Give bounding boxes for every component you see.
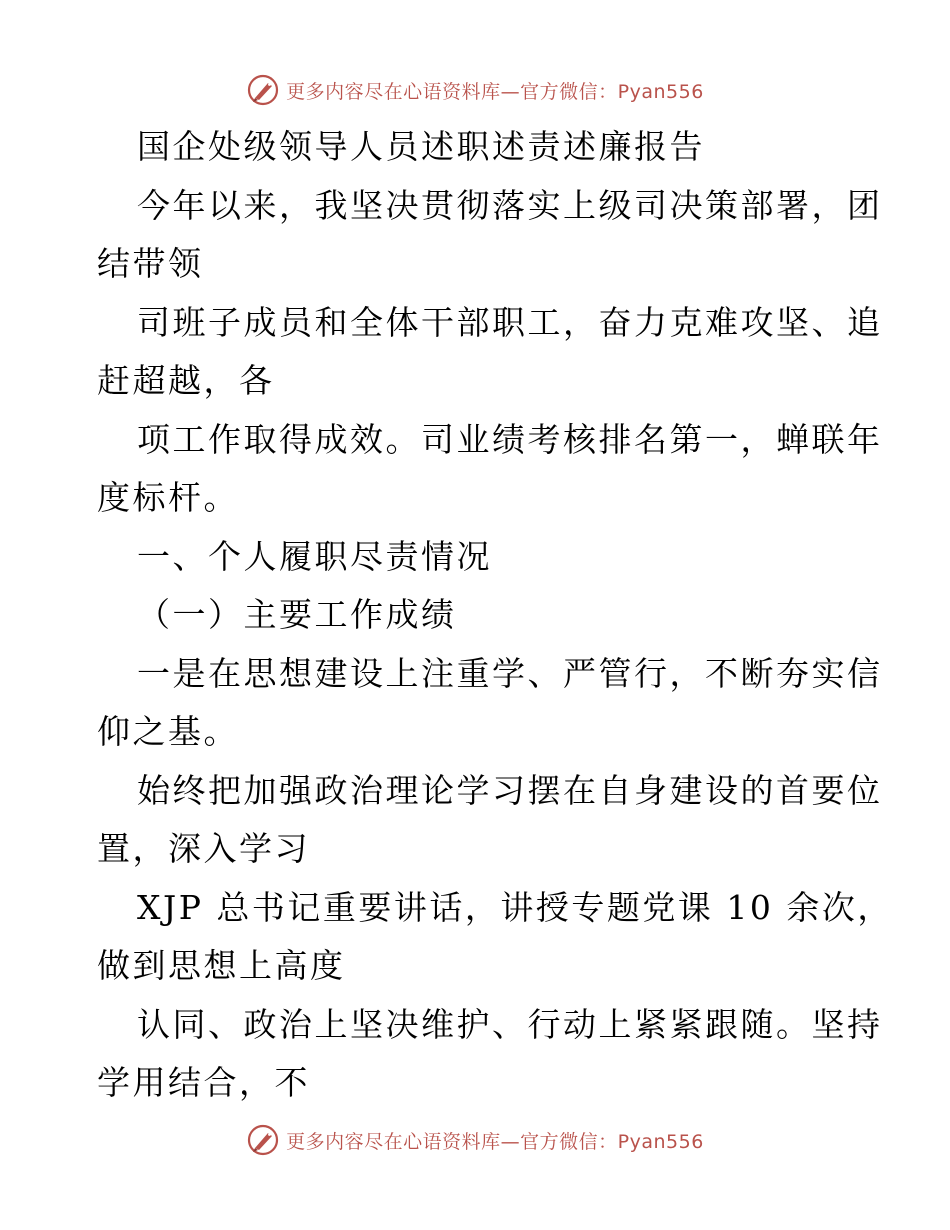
text-line: 国企处级领导人员述职述责述廉报告 <box>137 127 705 166</box>
text-line: 学用结合，不 <box>97 1063 310 1102</box>
text-line: 做到思想上高度 <box>97 946 346 985</box>
text-line: 项工作取得成效。司业绩考核排名第一，蝉联年 <box>137 419 883 459</box>
text-line: 一、个人履职尽责情况 <box>137 536 492 576</box>
text-line: 始终把加强政治理论学习摆在自身建设的首要位 <box>137 770 883 810</box>
text-line: 度标杆。 <box>97 478 239 517</box>
watermark-text: 更多内容尽在心语资料库—官方微信：Pyan556 <box>286 80 704 103</box>
text-line: 仰之基。 <box>97 712 239 751</box>
text-line: 赶超越，各 <box>97 361 275 400</box>
text-line: 认同、政治上坚决维护、行动上紧紧跟随。坚持 <box>137 1004 883 1044</box>
text-line: （一）主要工作成绩 <box>137 595 457 634</box>
pen-nib-logo-icon <box>246 1123 280 1157</box>
text-line: 今年以来，我坚决贯彻落实上级司决策部署，团 <box>137 185 883 225</box>
pen-nib-logo-icon <box>246 73 280 107</box>
text-line: 司班子成员和全体干部职工，奋力克难攻坚、追 <box>137 302 883 342</box>
watermark-text: 更多内容尽在心语资料库—官方微信：Pyan556 <box>286 1130 704 1153</box>
watermark-footer <box>0 1120 950 1160</box>
text-line: 置，深入学习 <box>97 829 310 868</box>
watermark-header <box>0 70 950 110</box>
document-body <box>97 118 893 1113</box>
text-line: 结带领 <box>97 244 204 283</box>
text-line: 一是在思想建设上注重学、严管行，不断夯实信 <box>137 653 883 693</box>
text-line: XJP 总书记重要讲话，讲授专题党课 10 余次， <box>137 887 893 927</box>
